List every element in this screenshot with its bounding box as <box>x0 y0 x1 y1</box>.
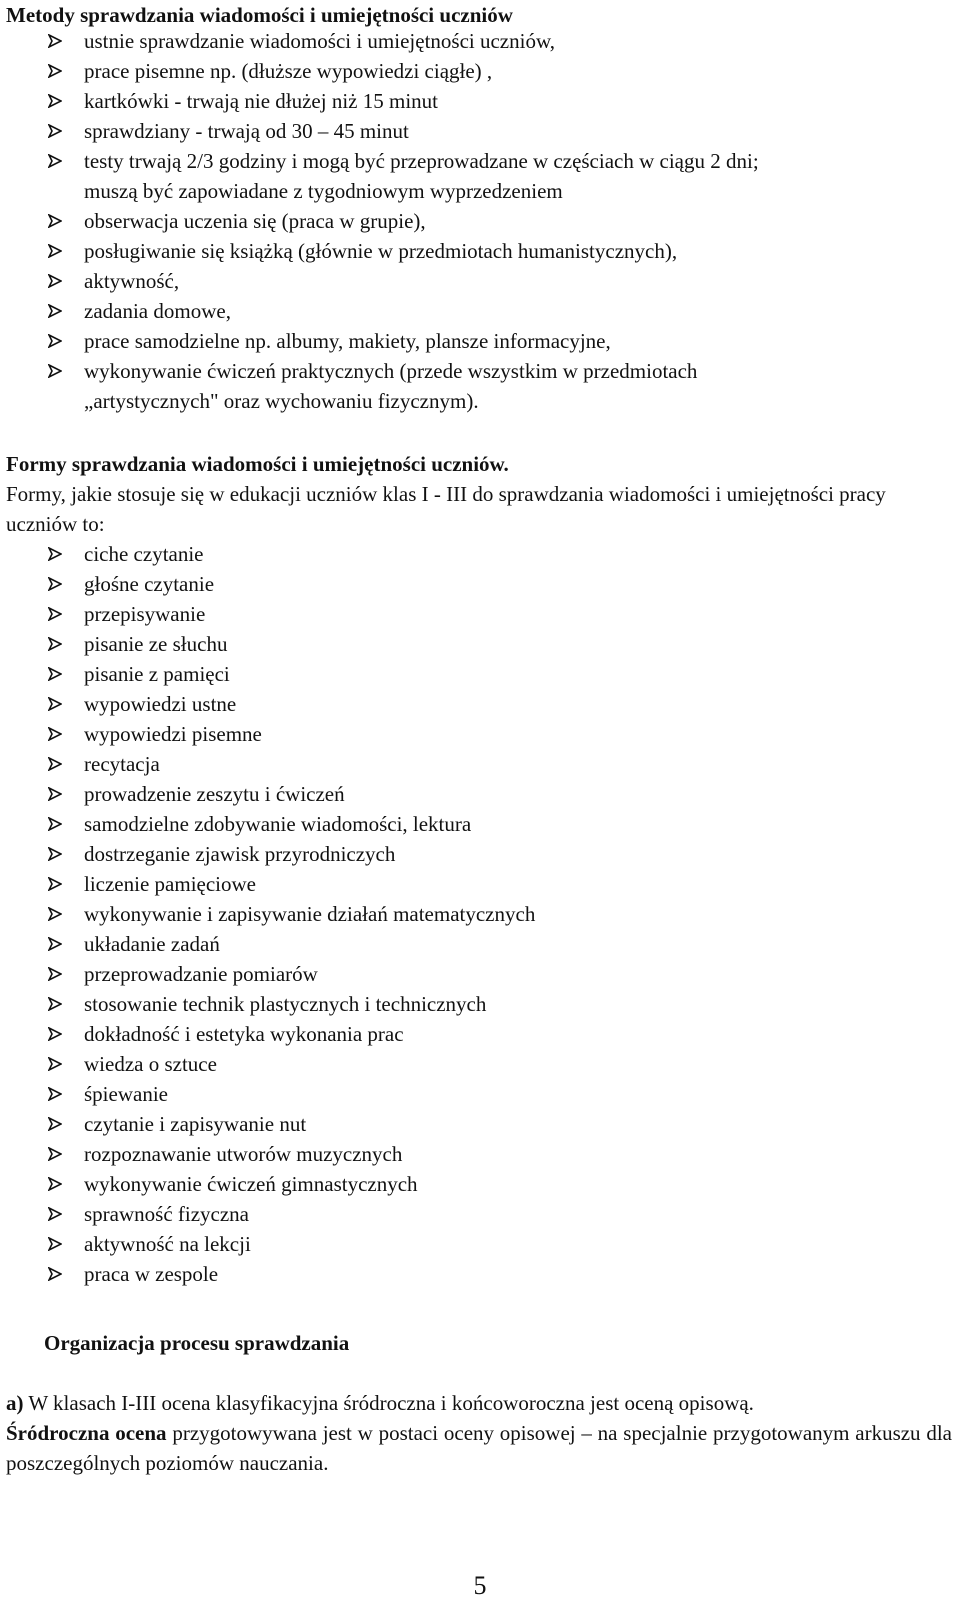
arrowhead-bullet-icon <box>48 1207 62 1221</box>
methods-list-item-text: prace pisemne np. (dłuższe wypowiedzi ciągłe) , <box>84 59 493 83</box>
paragraph-a-text: W klasach I-III ocena klasyfikacyjna śródroczna i końcoworoczna jest oceną opisową. <box>23 1391 754 1415</box>
forms-list-item-text: recytacja <box>84 752 160 776</box>
arrowhead-bullet-icon <box>48 1087 62 1101</box>
page-number: 5 <box>473 1571 487 1600</box>
methods-list-item-text: posługiwanie się książką (głównie w przedmiotach humanistycznych), <box>84 239 678 263</box>
forms-list-item-text: pisanie z pamięci <box>84 662 230 686</box>
arrowhead-bullet-icon <box>48 817 62 831</box>
arrowhead-bullet-icon <box>48 334 62 348</box>
forms-list-item-text: wiedza o sztuce <box>84 1052 217 1076</box>
forms-list-item-text: dokładność i estetyka wykonania prac <box>84 1022 404 1046</box>
section-heading-organization: Organizacja procesu sprawdzania <box>44 1331 350 1355</box>
arrowhead-bullet-icon <box>48 637 62 651</box>
arrowhead-bullet-icon <box>48 154 62 168</box>
arrowhead-bullet-icon <box>48 244 62 258</box>
methods-list-item-text: kartkówki - trwają nie dłużej niż 15 minut <box>84 89 438 113</box>
forms-list-item-text: stosowanie technik plastycznych i technicznych <box>84 992 487 1016</box>
paragraph-midterm-text: przygotowywana jest w postaci oceny opisowej – na specjalnie przygotowanym arkuszu dla poszczególnych poziomów nauczania. <box>6 1421 952 1475</box>
arrowhead-bullet-icon <box>48 577 62 591</box>
arrowhead-bullet-icon <box>48 1057 62 1071</box>
forms-list-item-text: wykonywanie ćwiczeń gimnastycznych <box>84 1172 418 1196</box>
forms-list-item-text: przeprowadzanie pomiarów <box>84 962 318 986</box>
arrowhead-bullet-icon <box>48 1027 62 1041</box>
arrowhead-bullet-icon <box>48 34 62 48</box>
section-heading-methods: Metody sprawdzania wiadomości i umiejętności uczniów <box>6 3 513 27</box>
arrowhead-bullet-icon <box>48 967 62 981</box>
methods-list-item-text: obserwacja uczenia się (praca w grupie), <box>84 209 426 233</box>
arrowhead-bullet-icon <box>48 124 62 138</box>
section-heading-forms: Formy sprawdzania wiadomości i umiejętności uczniów. <box>6 452 509 476</box>
arrowhead-bullet-icon <box>48 94 62 108</box>
methods-list-item-text: wykonywanie ćwiczeń praktycznych (przede wszystkim w przedmiotach <box>84 359 698 383</box>
forms-list-item-text: rozpoznawanie utworów muzycznych <box>84 1142 403 1166</box>
methods-list-item-text-cont: muszą być zapowiadane z tygodniowym wyprzedzeniem <box>84 179 563 203</box>
arrowhead-bullet-icon <box>48 607 62 621</box>
forms-list-item-text: sprawność fizyczna <box>84 1202 250 1226</box>
forms-list-item-text: głośne czytanie <box>84 572 215 596</box>
methods-list-item-text: prace samodzielne np. albumy, makiety, plansze informacyjne, <box>84 329 611 353</box>
forms-list-item-text: układanie zadań <box>84 932 220 956</box>
paragraph-midterm-assessment <box>6 1418 952 1478</box>
arrowhead-bullet-icon <box>48 364 62 378</box>
methods-list-item-text: testy trwają 2/3 godziny i mogą być przeprowadzane w częściach w ciągu 2 dni; <box>84 149 759 173</box>
forms-list-item-text: wykonywanie i zapisywanie działań matematycznych <box>84 902 536 926</box>
arrowhead-bullet-icon <box>48 214 62 228</box>
arrowhead-bullet-icon <box>48 847 62 861</box>
forms-list-item-text: dostrzeganie zjawisk przyrodniczych <box>84 842 396 866</box>
arrowhead-bullet-icon <box>48 1117 62 1131</box>
forms-list-item-text: prowadzenie zeszytu i ćwiczeń <box>84 782 345 806</box>
forms-list-item-text: praca w zespole <box>84 1262 219 1286</box>
forms-intro-paragraph: Formy, jakie stosuje się w edukacji uczniów klas I - III do sprawdzania wiadomości i umiejętności pracy uczniów to: <box>6 482 886 536</box>
arrowhead-bullet-icon <box>48 757 62 771</box>
forms-list-item-text: ciche czytanie <box>84 542 204 566</box>
methods-list-item-text: zadania domowe, <box>84 299 231 323</box>
forms-list-item-text: liczenie pamięciowe <box>84 872 256 896</box>
methods-list-item-text: ustnie sprawdzanie wiadomości i umiejętności uczniów, <box>84 29 556 53</box>
arrowhead-bullet-icon <box>48 1147 62 1161</box>
arrowhead-bullet-icon <box>48 1267 62 1281</box>
methods-list-item-text: aktywność, <box>84 269 180 293</box>
paragraph-a <box>6 1388 952 1418</box>
arrowhead-bullet-icon <box>48 907 62 921</box>
arrowhead-bullet-icon <box>48 64 62 78</box>
arrowhead-bullet-icon <box>48 697 62 711</box>
forms-list-item-text: śpiewanie <box>84 1082 168 1106</box>
arrowhead-bullet-icon <box>48 304 62 318</box>
forms-list-item-text: przepisywanie <box>84 602 206 626</box>
arrowhead-bullet-icon <box>48 997 62 1011</box>
forms-list-item-text: czytanie i zapisywanie nut <box>84 1112 307 1136</box>
paragraph-a-label: a) <box>6 1391 24 1415</box>
methods-list-item-text-cont: „artystycznych" oraz wychowaniu fizycznym). <box>84 389 479 413</box>
arrowhead-bullet-icon <box>48 547 62 561</box>
arrowhead-bullet-icon <box>48 937 62 951</box>
forms-list-item-text: wypowiedzi ustne <box>84 692 237 716</box>
forms-list-item-text: aktywność na lekcji <box>84 1232 251 1256</box>
arrowhead-bullet-icon <box>48 1177 62 1191</box>
arrowhead-bullet-icon <box>48 877 62 891</box>
arrowhead-bullet-icon <box>48 1237 62 1251</box>
forms-list-item-text: samodzielne zdobywanie wiadomości, lektura <box>84 812 472 836</box>
arrowhead-bullet-icon <box>48 727 62 741</box>
arrowhead-bullet-icon <box>48 274 62 288</box>
forms-list-item-text: pisanie ze słuchu <box>84 632 228 656</box>
arrowhead-bullet-icon <box>48 787 62 801</box>
methods-list-item-text: sprawdziany - trwają od 30 – 45 minut <box>84 119 409 143</box>
paragraph-midterm-bold: Śródroczna ocena <box>6 1421 167 1445</box>
arrowhead-bullet-icon <box>48 667 62 681</box>
forms-list-item-text: wypowiedzi pisemne <box>84 722 262 746</box>
